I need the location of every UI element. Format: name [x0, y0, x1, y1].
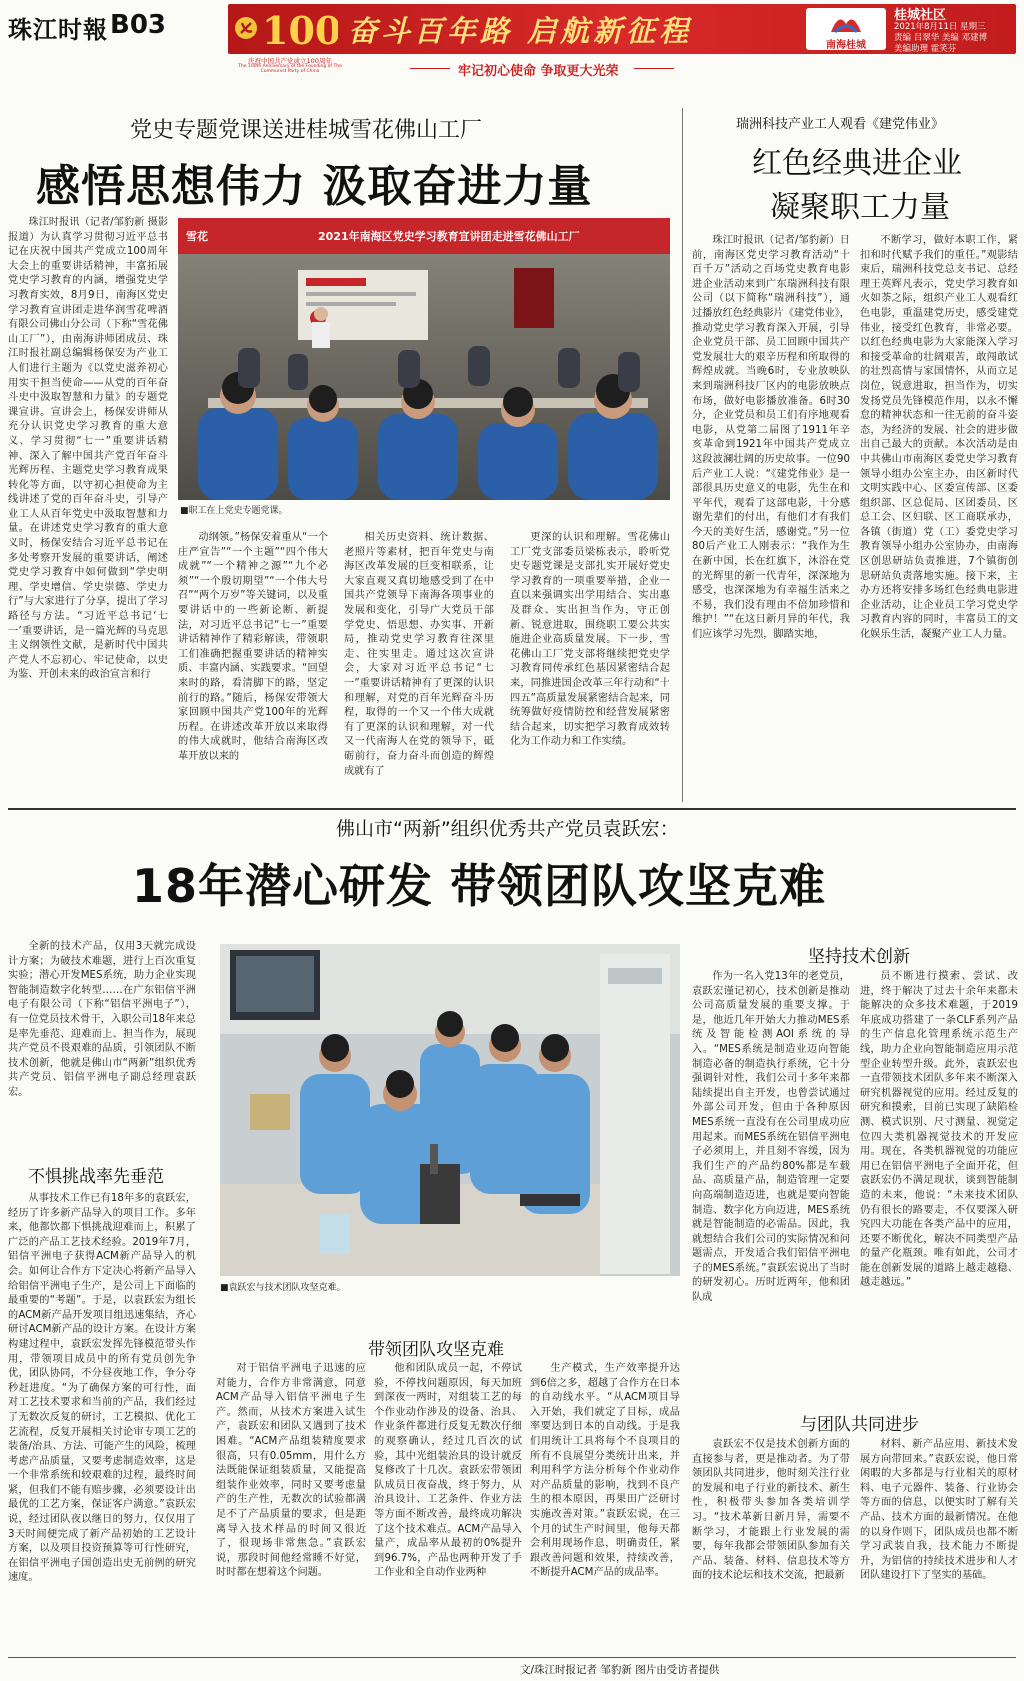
story3-sub1-text: 从事技术工作已有18年多的袁跃宏，经历了许多新产品导入的项目工作。多年来，他都饮都下惧挑战迎难而上，积累了广泛的产品工艺技术经验。2019年7月，铝信平洲电子获得ACM新产品导入的机会。如何让合作方下定决心将新产品导入给铝信平洲电子生产，是公司上下面临的最重要的“考题”。于是，以袁跃宏为组长的ACM新产品开发项目组迅速集结，齐心研讨ACM新产品的设计方案。在设计方案构建过程中，袁跃宏发挥先锋模范带头作用，带领项目成员中的所有党员创先争优，团队协同，不分昼夜地工作，争分夺秒赶进度。“为了确保方案的可行性，面对工艺技术要求和当前的产品，我们经过了无数次反复的研讨，工艺模拟、优化工艺流程，反复开展相关讨论审专项工艺的装备/治具、方法、可能产生的风险，梳理考虑产品质量，又要考虑制造效率，这是一个非常系统和较艰难的过程，最终时间紧，但我们不能有赔步骤，必须要设计出最优的工艺方案，保证客户满意。”袁跃宏说，经过团队夜以继日的努力，仅仅用了3天时间便完成了新产品初始的工艺设计方案，以及项目投资预算等可行性研究，在铝信平洲电子国创造出史无前例的研究速度。: [8, 1193, 196, 1584]
story3-caption: ■袁跃宏与技术团队攻坚克难。: [220, 1283, 346, 1293]
story3-headline: 18年潜心研发 带领团队攻坚克难: [132, 859, 827, 913]
story1-col4: [510, 531, 670, 802]
story3-sub2-c1: 对于铝信平洲电子迅速的应对能力，合作方非常满意，同意ACM产品导入铝信平洲电子生产。然而，从技术方案进入试生产，袁跃宏和团队又遇到了技术困难。“ACM产品组装精度要求很高，只有0.05mm，用什么方法既能保证组装质量，又能提高组装作业效率，同时又要考虑量产的生产性，无数次的试验都满足不了产品质量的要求，但是距离导入技术样品的时间又很近了，很现场非常焦急。”袁跃宏说，那段时间他经常睡不好觉，时时都在想着这个问题。: [216, 1363, 366, 1579]
column-divider: [682, 108, 683, 802]
story1-col3: [344, 531, 494, 802]
story3-sub3-col2: [860, 970, 1018, 1394]
logo-caption: 庆祝中国共产党成立100周年: [248, 57, 332, 65]
story3-lead-text: 全新的技术产品，仅用3天就完成设计方案；为破技术难题，进行上百次重复实验；潜心开发MES系统，助力企业实现智能制造数字化转型……在广东铝信平洲电子有限公司（下称“铝信平洲电子”），有一位党员技术骨干，入职公司18年来总是率先垂范、迎难而上、担当作为，展现共产党员不畏艰难的品质，引领团队不断技术创新，他就是佛山市“两新”组织优秀共产党员、铝信平洲电子副总经理袁跃宏。: [8, 941, 196, 1098]
party-emblem-icon: [232, 6, 338, 52]
masthead-subslogan-line-left: [410, 68, 450, 69]
story1-kicker: 党史专题党课送进桂城雪花佛山工厂: [130, 118, 483, 143]
story1-col3-text: 相关历史资料、统计数据、老照片等素材，把百年党史与南海区改革发展的巨变相联系，让大家直观又真切地感受到了在中国共产党领导下南海各项事业的发展和变化，引导广大党员干部学党史、悟思想、办实事、开新局，推动党史学习教育往深里走、往实里走。通过这次宣讲会，大家对习近平总书记“七一”重要讲话精神有了更深的认识和理解，对党的百年光辉奋斗历程，取得的一个又一个伟大成就有了更深的认识和理解，对一代又一代南海人在党的领导下，砥砺前行，奋力奋斗而创造的辉煌成就有了: [344, 532, 494, 777]
subhead-2: 带领团队攻坚克难: [368, 1340, 504, 1360]
logo-caption-en: The 100th Anniversary of the Founding of The Communist Party of China: [238, 64, 342, 74]
guicheng-logo-icon: [829, 10, 863, 36]
subhead-3: 坚持技术创新: [808, 947, 910, 967]
footer-rule: [8, 1657, 1016, 1658]
story3-lead: [8, 940, 196, 1146]
paper-name: 珠江时報: [8, 15, 108, 44]
story1-col2: [178, 531, 328, 802]
lecture-photo: [178, 218, 670, 500]
story3-sub2-col3: [530, 1362, 680, 1652]
issue-design: 美编助理 霍笑芬: [894, 44, 957, 54]
story2-col2: [860, 234, 1018, 802]
story3-sub4-col1: [692, 1438, 850, 1652]
story2-col2-text: 不断学习，做好本职工作，紧扣和时代赋予我们的重任。”观影结束后，瑞洲科技党总支书记、总经理王英辉凡表示，党史学习教育如火如荼之际，组织产业工人观看红色电影，重温建党历史，感受建党伟业，接受红色教育，非常必要。以红色经典电影为大家能深入学习和接受革命的壮阔艰苦，敢闯敢试的壮烈高情与家国情怀，从而立足岗位，锐意进取，担当作为，切实发扬党员先锋模范作用，以永不懈怠的精神状态和一往无前的奋斗姿态，为经济的发展、社会的进步做出自己最大的贡献。本次活动是由中共佛山市南海区委党史学习教育领导小组办公室主办，由区新时代文明实践中心、区委宣传部、区委组织部、区总促局、区团委员、区总工会、区妇联、区工商联承办，各镇（街道）党（工）委党史学习教育领导小组办公室协办，由南海区创思研站负责推进，7个镇街创思研站负责落地实施。接下来，主办方还将安排多场红色经典电影进企业活动，让企业员工学习党史学习教育内容的同时，丰富员工的文化娱乐生活，凝聚产业工人力量。: [860, 235, 1018, 641]
story3-sub3-c2: 员不断进行摸索、尝试、改进，终于解决了过去十余年来都未能解决的众多技术难题，于2019年底成功搭建了一条CLF系列产品的生产信息化管理系统示范生产线，助力企业向智能制造应用示范型企业转型升级。此外，袁跃宏也一直带领技术团队多年来不断深入研究机器视觉的应用。经过反复的研究和摸索，目前已实现了缺陷检测、模式识别、尺寸测量、视觉定位四大类机器视觉技术的开发应用。现在，各类机器视觉的功能应用已在铝信平洲电子全面开花，但袁跃宏仍不满足现状，谈到智能制造的未来，他说：“未来技术团队仍有很长的路要走，不仅要深入研究四大功能在各类产品中的应用，还要不断优化，解决不同类型产品的量产化瓶颈。唯有如此，公司才能在创新发展的道路上越走越稳、越走越远。”: [860, 971, 1018, 1289]
story2-col1-text: 珠江时报讯（记者/邹豹新）日前，南海区党史学习教育活动“十百千万”活动之百场党史教育电影进企业活动来到广东瑞洲科技有限公司（以下简称“瑞洲科技”），通过播放红色经典影片《建党伟业》，推动党史学习教育深入开展，引导企业党员干部、员工回顾中国共产党发展壮大的艰辛历程和所取得的辉煌成就。当晚6时，专业放映队来到瑞洲科技厂区内的电影放映点布场，做好电影播放准备。6时30分，企业党员和员工们有序地观看电影，从党第二届图了1911年辛亥革命到1921年中国共产党成立这段波澜壮阔的历史故事。一位90后产业工人说：“《建党伟业》是一部很具历史意义的电影，先生在和平年代，观看了这部电影，十分感谢先辈们的付出，有他们才有我们今天的美好生活，感谢党。”另一位80后产业工人刚表示：“我作为生在新中国，长在红旗下，沐浴在党的光辉里的新一代青年，深深地为感受，也深深地为有幸福生活来之不易，我们没有理由不倍加珍惜和维护！”“在这日新月异的年代，我们应该学习先烈，脚踏实地，: [692, 235, 850, 641]
story3-sub2-c3: 生产模式，生产效率提升达到6倍之多，超越了合作方在日本的自动线水平。“从ACM项目导入开始，我们就定了目标，成品率要达到日本的自动线。于是我们用统计工具将每个不良项目的所有不良展望分类统计出来，并利用科学方法分析每个作业动作对产品质量的影响，找到不良产生的根本原因，再果田广泛研讨实施改善对策。”袁跃宏说，在三个月的试生产时间里，他每天都会利用现场作息，明确责任，紧跟改善问题和效果，持续改善，不断提升ACM产品的成品率。: [530, 1363, 680, 1579]
masthead: [0, 0, 1024, 80]
story3-sub4-c2: 材料、新产品应用、新技术发展方向带回来。”袁跃宏说，他日常闲暇的大多都是与行业相关的原材料、电子元器件、装备、行业协会等方面的信息，以便实时了解有关产品、技术方面的最新情况。在他的以身作则下，团队成员也都不断学习武装自我，技术能力不断提升，为铝信的持续技术进步和人才团队建设打下了坚实的基础。: [860, 1439, 1018, 1582]
story3-sub3-col1: [692, 970, 850, 1394]
story3-sub4-c1: 袁跃宏不仅是技术创新方面的直接参与者，更是推动者。为了带领团队共同进步，他时刻关注行业的发展和电子行业的新技术、新生性，积极带头参加各类培训学习。“技术革新日新月异，需要不断学习，才能跟上行业发展的需要，每年我都会带领团队参加有关产品、装备、材料、信息技术等方面的技术论坛和技术交流，把最新: [692, 1439, 850, 1582]
story3-kicker: 佛山市“两新”组织优秀共产党员袁跃宏：: [336, 818, 679, 840]
story1-headline: 感悟思想伟力 汲取奋进力量: [36, 161, 593, 212]
centenary-logo: [232, 6, 338, 52]
story1-col1: [8, 216, 168, 802]
story1-photo: [178, 218, 670, 500]
subhead-1: 不惧挑战率先垂范: [28, 1167, 164, 1187]
story3-sub2-c2: 他和团队成员一起，不停试验，不停找问题原因，每天加班到深夜一两时，对组装工艺的每个作业动作涉及的设备、治具、作业条件都进行反复无数次仔细的观察确认，经过几百次的试验，其中光组装治具的设计就反复修改了十几次。袁跃宏带领团队成员日夜奋战，终于努力，从治具设计、工艺条件、作业方法等方面不断改善，最终成功解决了这个技术难点。ACM产品导入量产，成品率从最初的0%提升到96.7%，产品也两种开发了手工作业和全自动作业两种: [374, 1363, 522, 1579]
event-banner: 2021年南海区党史学习教育宣讲团走进雪花佛山工厂: [318, 230, 580, 243]
issue-date: 2021年8月11日 星期三: [894, 22, 986, 32]
story3-sub4-col2: [860, 1438, 1018, 1652]
story3-sub3-c1: 作为一名入党13年的老党员，袁跃宏谨记初心，技术创新是推动公司高质量发展的重要支撑。于是，他近几年开始大力推动MES系统及智能检测AOI系统的导入。“MES系统是制造业迈向智能制造必备的制造执行系统，它十分强调针对性，我们公司十多年来都陆续提出自主开发，也曾尝试通过外部公司开发，但由于各种原因MES系统一直没有在公司里成功应用起来。而MES系统在铝信平洲电子必须用上，并且刻不容缓，因为我们生产的产品约80%都是车载品、高质量产品，制造管理一定要向高端制造迈进，也就是要向智能制造、数字化方向迈进，MES系统就是智能制造的必需品。因此，我就想结合我们公司的实际情况和问题需点，开发适合我们铝信平洲电子的MES系统。”袁跃宏说出了当时的研发初心。历时近两年，他和团队成: [692, 971, 850, 1304]
story3-byline: 文/珠江时报记者 邹豹新 图片由受访者提供: [520, 1664, 720, 1676]
story2-kicker: 瑞洲科技产业工人观看《建党伟业》: [736, 117, 945, 132]
story2-headline2: 凝聚职工力量: [770, 190, 950, 225]
story1-col4-text: 更深的认识和理解。雪花佛山工厂党支部委员梁栋表示，聆听党史专题党课是支部扎实开展好党史学习教育的一项重要举措，企业一直以来强调实出学用结合、实出惠及群众、实出担当作为，守正创新、锐意进取，围绕职工要公共实施进企业高质量发展。下一步，雪花佛山工厂党支部将继续把党史学习教育同传承红色基因紧密结合起来，同推进国企改革三年行动和“十四五”高质量发展紧密结合起来，同统筹做好疫情防控和经营发展紧密结合起来，切实把学习教育成效转化为工作动力和工作实绩。: [510, 532, 670, 748]
story2-headline1: 红色经典进企业: [752, 146, 962, 181]
story1-col2-text: 动纲领。”杨保安着重从“一个庄严宣告”“一个主题”“四个伟大成就”“一个精神之源”“九个必须”“一个殷切期望”“一个伟大号召”“两个万岁”等关键词，以及重要讲话中的一些新论断、新提法，对习近平总书记“七一”重要讲话精神作了精彩解读，带领职工们准确把握重要讲话的精神实质、丰富内涵、实践要求。“回望来时的路，看清脚下的路，坚定前行的路。”随后，杨保安带领大家回顾中国共产党100年的光辉历程。在讲述改革开放以来取得的伟大成就时，他结合南海区改革开放以来的: [178, 532, 328, 762]
lab-photo: [220, 944, 680, 1276]
site-logo: [806, 8, 886, 50]
story2-col1: [692, 234, 850, 802]
story1-caption: ■职工在上党史专题党课。: [180, 506, 288, 516]
story3-sub2-col1: [216, 1362, 366, 1652]
issue-editor: 责编 吕翠华 美编 邓建博: [894, 33, 988, 43]
story3-photo: [220, 944, 680, 1276]
banner-left: 雪花: [186, 230, 208, 243]
section-divider: [8, 808, 1016, 810]
subhead-4: 与团队共同进步: [800, 1415, 919, 1435]
site-name: 南海桂城: [826, 40, 866, 51]
story1-col1-text: 珠江时报讯（记者/邹豹新 摄影报道）为认真学习贯彻习近平总书记在庆祝中国共产党成立100周年大会上的重要讲话精神，丰富拓展党史学习教育的内涵，增强党史学习教育实效，8月9日，南海区党史学习教育宣讲团走进华润雪花啤酒有限公司佛山分公司（下称“雪花佛山工厂”），由南海讲师团成员、珠江时报社副总编辑杨保安为产业工人们进行主题为《以党史滋养初心 用实干担当使命——从党的百年奋斗史中汲取智慧和力量》的专题党课宣讲。宣讲会上，杨保安讲师从充分认识党史学习教育的重大意义、学习贯彻“七一”重要讲话精神、深入了解中国共产党百年奋斗光辉历程、主题党史学习教育成果转化等方面，以守初心担使命为主线讲述了党的百年奋斗史，引导产业工人从百年党史中汲取智慧和力量。在讲述党史学习教育的重大意义时，杨保安结合习近平总书记在多处考察开发展的重要讲话，阐述党史学习教育中如何做到“学史明理、学史增信、学史崇德、学史力行”与大家进行了分享，提出了学习路径与方法。“习近平总书记‘七一’重要讲话，是一篇光辉的马克思主义纲领性文献，是新时代中国共产党人不忘初心、牢记使命，以史为鉴、开创未来的政治宣言和行: [8, 217, 168, 681]
masthead-subslogan-line-right: [634, 68, 674, 69]
story3-sub1-col: [8, 1192, 196, 1660]
section-name: 桂城社区: [894, 8, 947, 23]
svg-text:100: 100: [262, 8, 338, 52]
page-number: B03: [110, 10, 166, 40]
story3-sub2-col2: [374, 1362, 522, 1652]
masthead-subslogan: 牢记初心使命 争取更大光荣: [458, 64, 619, 79]
masthead-slogan: 奋斗百年路 启航新征程: [348, 14, 693, 48]
